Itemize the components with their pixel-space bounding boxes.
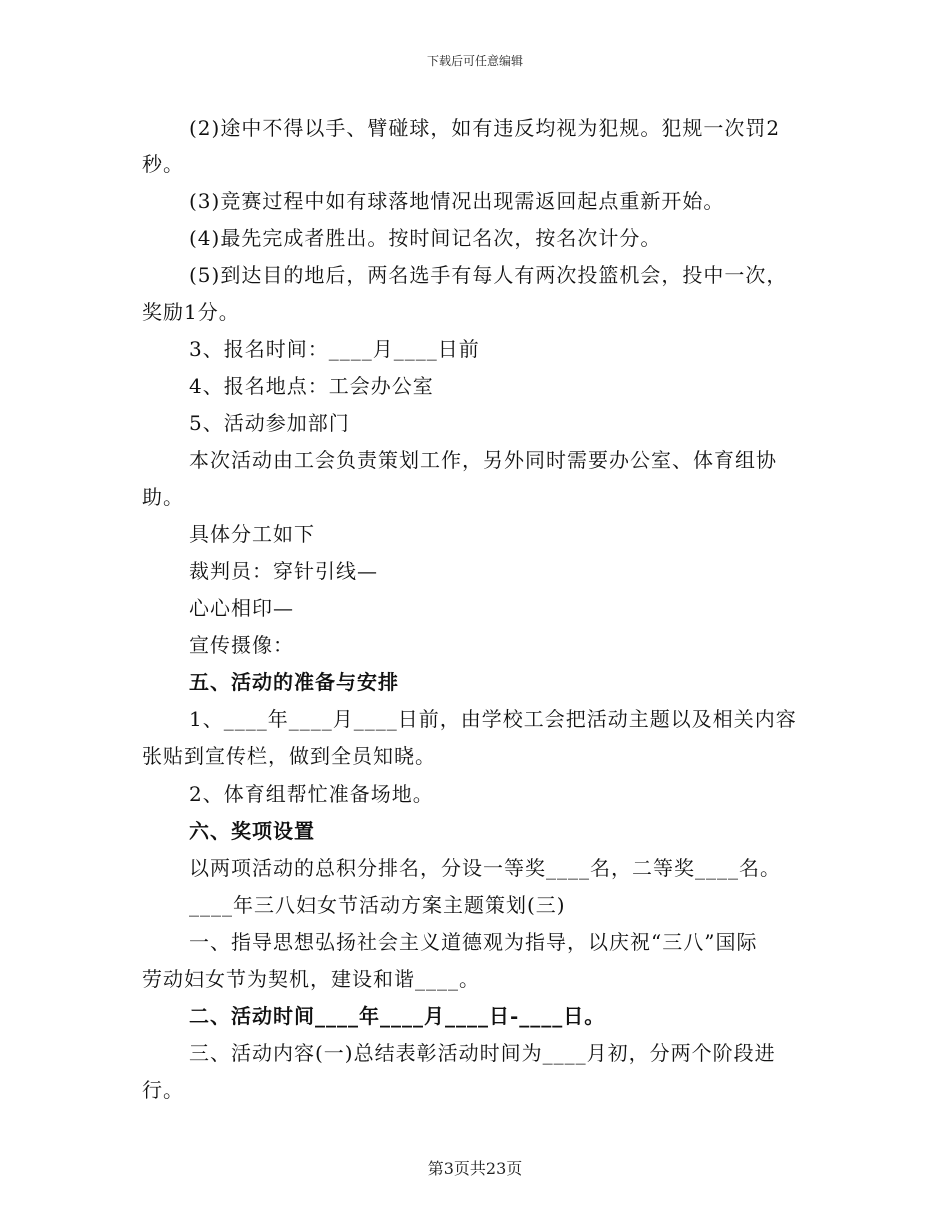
participating-departments: 5、活动参加部门 <box>189 411 350 435</box>
prep-item-2: 2、体育组帮忙准备场地。 <box>189 782 434 806</box>
rule-3: (3)竞赛过程中如有球落地情况出现需返回起点重新开始。 <box>189 189 725 213</box>
activity-content-line-1: 三、活动内容(一)总结表彰活动时间为____月初，分两个阶段进 <box>189 1041 776 1065</box>
page-footer: 第3页共23页 <box>427 1159 523 1178</box>
rule-5-line-1: (5)到达目的地后，两名选手有每人有两次投篮机会，投中一次， <box>189 263 788 287</box>
page-header: 下载后可任意编辑 <box>426 54 523 68</box>
registration-time: 3、报名时间：____月____日前 <box>189 337 480 361</box>
prep-item-1-line-1: 1、____年____月____日前，由学校工会把活动主题以及相关内容 <box>189 707 797 731</box>
rule-2-line-1: (2)途中不得以手、臂碰球，如有违反均视为犯规。犯规一次罚2 <box>189 116 781 140</box>
rule-4: (4)最先完成者胜出。按时间记名次，按名次计分。 <box>189 226 662 250</box>
activity-content-line-2: 行。 <box>142 1078 184 1102</box>
section-5-heading: 五、活动的准备与安排 <box>189 670 399 694</box>
guiding-thought-line-1: 一、指导思想弘扬社会主义道德观为指导，以庆祝“三八”国际 <box>189 930 758 954</box>
award-paragraph: 以两项活动的总积分排名，分设一等奖____名，二等奖____名。 <box>189 856 781 880</box>
plan-title: ____年三八妇女节活动方案主题策划(三) <box>189 893 566 917</box>
referee-line: 裁判员：穿针引线— <box>189 559 378 583</box>
organizer-paragraph-line-1: 本次活动由工会负责策划工作，另外同时需要办公室、体育组协 <box>189 448 777 472</box>
heart-to-heart-line: 心心相印— <box>189 596 294 620</box>
section-6-heading: 六、奖项设置 <box>189 819 315 843</box>
rule-2-line-2: 秒。 <box>142 152 184 176</box>
guiding-thought-line-2: 劳动妇女节为契机，建设和谐____。 <box>142 967 480 991</box>
rule-5-line-2: 奖励1分。 <box>142 300 240 324</box>
publicity-photography-line: 宣传摄像： <box>189 633 294 657</box>
organizer-paragraph-line-2: 助。 <box>142 485 184 509</box>
registration-place: 4、报名地点：工会办公室 <box>189 374 434 398</box>
activity-time-heading: 二、活动时间____年____月____日-____日。 <box>189 1004 606 1028</box>
prep-item-1-line-2: 张贴到宣传栏，做到全员知晓。 <box>142 744 436 768</box>
division-of-work: 具体分工如下 <box>189 522 315 546</box>
